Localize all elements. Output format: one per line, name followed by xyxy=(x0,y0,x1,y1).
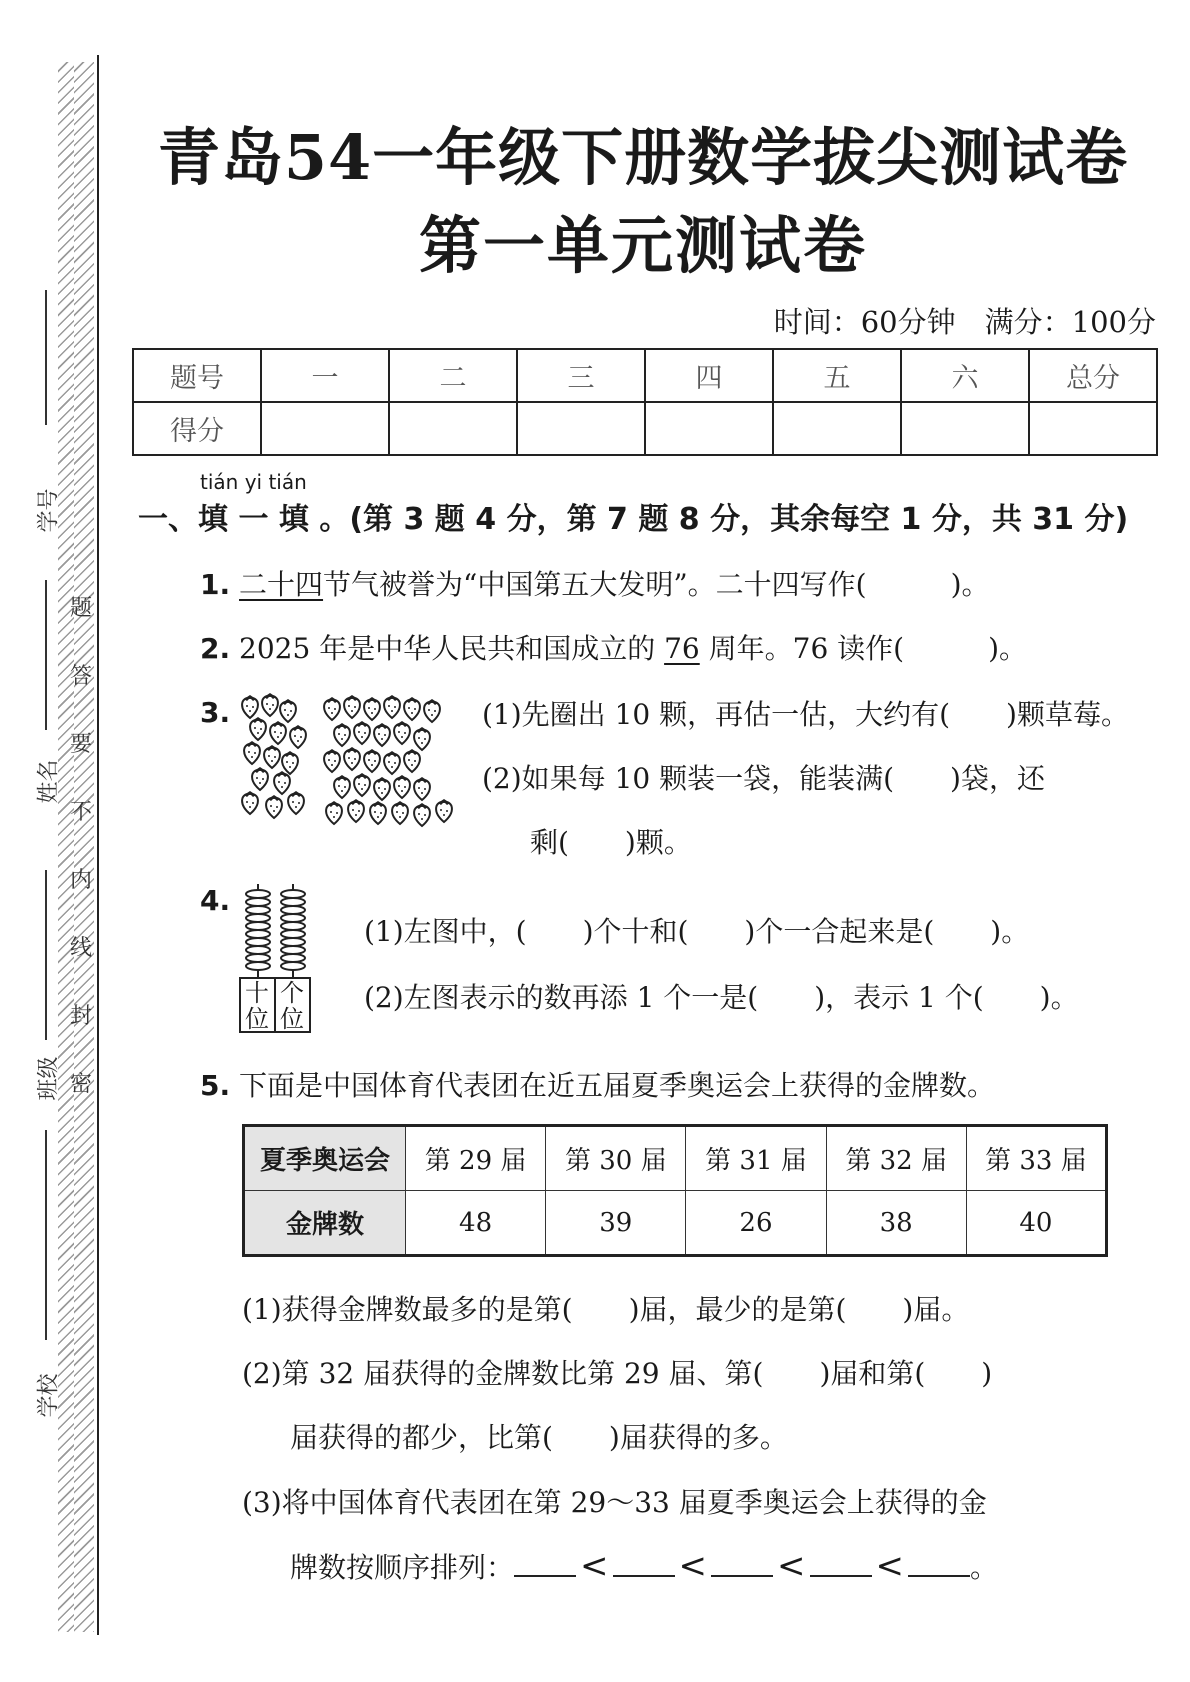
abacus-tens-label: 十位 xyxy=(245,979,269,1033)
question-3-number xyxy=(200,696,230,729)
score-input[interactable] xyxy=(773,402,901,455)
answer-blank[interactable] xyxy=(711,1551,773,1577)
question-5-part2: (2)第 32 届获得的金牌数比第 29 届、第( )届和第( ) xyxy=(242,1357,993,1390)
less-than-sign: < xyxy=(678,1546,708,1586)
table-row-label: 金牌数 xyxy=(244,1191,406,1256)
strawberry-group-left xyxy=(242,693,306,818)
question-5-part1: (1)获得金牌数最多的是第( )届，最少的是第( )届。 xyxy=(242,1293,970,1326)
seal-word: 密 xyxy=(69,1072,92,1097)
question-5 xyxy=(200,1064,995,1104)
question-text: 周年。76 读作( )。 xyxy=(699,632,1028,665)
seal-word: 答 xyxy=(69,664,92,689)
score-cell: 二 xyxy=(389,349,517,402)
underlined-text: 76 xyxy=(664,632,700,665)
table-header-cell: 第 30 届 xyxy=(546,1126,686,1191)
seal-word: 线 xyxy=(69,936,92,961)
question-number: 1. xyxy=(200,568,231,601)
score-input[interactable] xyxy=(389,402,517,455)
seal-word: 题 xyxy=(69,596,92,621)
margin-hatch-inner xyxy=(74,62,94,1632)
question-3-part2: (2)如果每 10 颗装一袋，能装满( )袋，还 xyxy=(482,762,1045,795)
abacus-tens-beads xyxy=(246,890,270,970)
score-value-row xyxy=(133,402,1157,455)
question-number: 3. xyxy=(200,696,231,729)
section-heading: 一、填 一 填 。(第 3 题 4 分，第 7 题 8 分，其余每空 1 分，共 31 分) xyxy=(138,502,1129,537)
section-pinyin: tián yi tián xyxy=(200,470,307,494)
score-cell: 题号 xyxy=(133,349,261,402)
less-than-sign: < xyxy=(875,1546,905,1586)
time-score-info: 时间：60分钟 满分：100分 xyxy=(773,305,1156,339)
table-header-row xyxy=(244,1126,1107,1191)
score-cell: 三 xyxy=(517,349,645,402)
score-cell: 一 xyxy=(261,349,389,402)
question-text: 牌数按顺序排列： xyxy=(290,1551,515,1584)
question-5-part2-cont: 届获得的都少，比第( )届获得的多。 xyxy=(290,1421,788,1454)
question-5-part3-cont xyxy=(290,1546,998,1586)
table-cell: 26 xyxy=(686,1191,826,1256)
question-number: 5. xyxy=(200,1069,231,1102)
score-header-row xyxy=(133,349,1157,402)
answer-blank[interactable] xyxy=(613,1551,675,1577)
answer-blank[interactable] xyxy=(908,1551,970,1577)
score-input[interactable] xyxy=(517,402,645,455)
score-table xyxy=(132,348,1158,456)
score-cell: 五 xyxy=(773,349,901,402)
table-cell: 48 xyxy=(406,1191,546,1256)
question-4-part2: (2)左图表示的数再添 1 个一是( )，表示 1 个( )。 xyxy=(364,981,1079,1014)
question-text: 下面是中国体育代表团在近五届夏季奥运会上获得的金牌数。 xyxy=(239,1069,996,1102)
question-4-part1: (1)左图中，( )个十和( )个一合起来是( )。 xyxy=(364,915,1030,948)
question-number: 2. xyxy=(200,632,231,665)
less-than-sign: < xyxy=(777,1546,806,1586)
seal-word: 内 xyxy=(69,868,92,893)
strawberry-picture xyxy=(238,690,474,828)
table-row xyxy=(244,1191,1107,1256)
question-text: 节气被誉为“中国第五大发明”。二十四写作( )。 xyxy=(323,568,990,601)
underlined-text: 二十四 xyxy=(239,568,324,601)
less-than-sign: < xyxy=(580,1546,609,1586)
question-2 xyxy=(200,627,1027,667)
margin-number-label: 学号 xyxy=(36,488,62,533)
score-input[interactable] xyxy=(901,402,1029,455)
table-cell: 39 xyxy=(546,1191,686,1256)
margin-fill-line xyxy=(45,870,47,1040)
abacus-ones-beads xyxy=(281,890,305,970)
margin-fill-line xyxy=(45,290,47,425)
table-header-cell: 夏季奥运会 xyxy=(244,1126,406,1191)
margin-school-label: 学校 xyxy=(36,1373,62,1418)
margin-name-label: 姓名 xyxy=(36,759,62,804)
score-cell: 总分 xyxy=(1029,349,1157,402)
question-3-part2-cont: 剩( )颗。 xyxy=(530,826,692,859)
margin-fill-line xyxy=(45,1130,47,1340)
table-cell: 40 xyxy=(966,1191,1106,1256)
score-cell: 六 xyxy=(901,349,1029,402)
question-number: 4. xyxy=(200,884,231,917)
margin-rule xyxy=(97,55,99,1635)
answer-blank[interactable] xyxy=(810,1551,872,1577)
title-line1: 青岛54一年级下册数学拔尖测试卷 xyxy=(157,121,1129,194)
table-header-cell: 第 29 届 xyxy=(406,1126,546,1191)
table-cell: 38 xyxy=(826,1191,966,1256)
margin-class-label: 班级 xyxy=(36,1056,62,1101)
table-header-cell: 第 33 届 xyxy=(966,1126,1106,1191)
table-header-cell: 第 31 届 xyxy=(686,1126,826,1191)
abacus-ones-label: 个位 xyxy=(280,979,304,1033)
question-text: 2025 年是中华人民共和国成立的 xyxy=(239,632,665,665)
period: 。 xyxy=(970,1551,999,1584)
seal-word: 不 xyxy=(69,800,92,825)
strawberry-group-right xyxy=(324,695,452,826)
margin-fill-line xyxy=(45,580,47,730)
title-line2: 第一单元测试卷 xyxy=(418,209,867,282)
olympic-gold-table xyxy=(242,1124,1108,1257)
seal-word: 要 xyxy=(69,732,92,757)
score-input[interactable] xyxy=(645,402,773,455)
question-3-part1: (1)先圈出 10 颗，再估一估，大约有( )颗草莓。 xyxy=(482,698,1129,731)
seal-word: 封 xyxy=(69,1004,92,1029)
question-4-number xyxy=(200,884,230,917)
score-label: 得分 xyxy=(133,402,261,455)
score-cell: 四 xyxy=(645,349,773,402)
score-input[interactable] xyxy=(261,402,389,455)
score-input[interactable] xyxy=(1029,402,1157,455)
answer-blank[interactable] xyxy=(514,1551,576,1577)
question-5-part3: (3)将中国体育代表团在第 29～33 届夏季奥运会上获得的金 xyxy=(242,1486,987,1519)
table-header-cell: 第 32 届 xyxy=(826,1126,966,1191)
question-1 xyxy=(200,563,990,603)
